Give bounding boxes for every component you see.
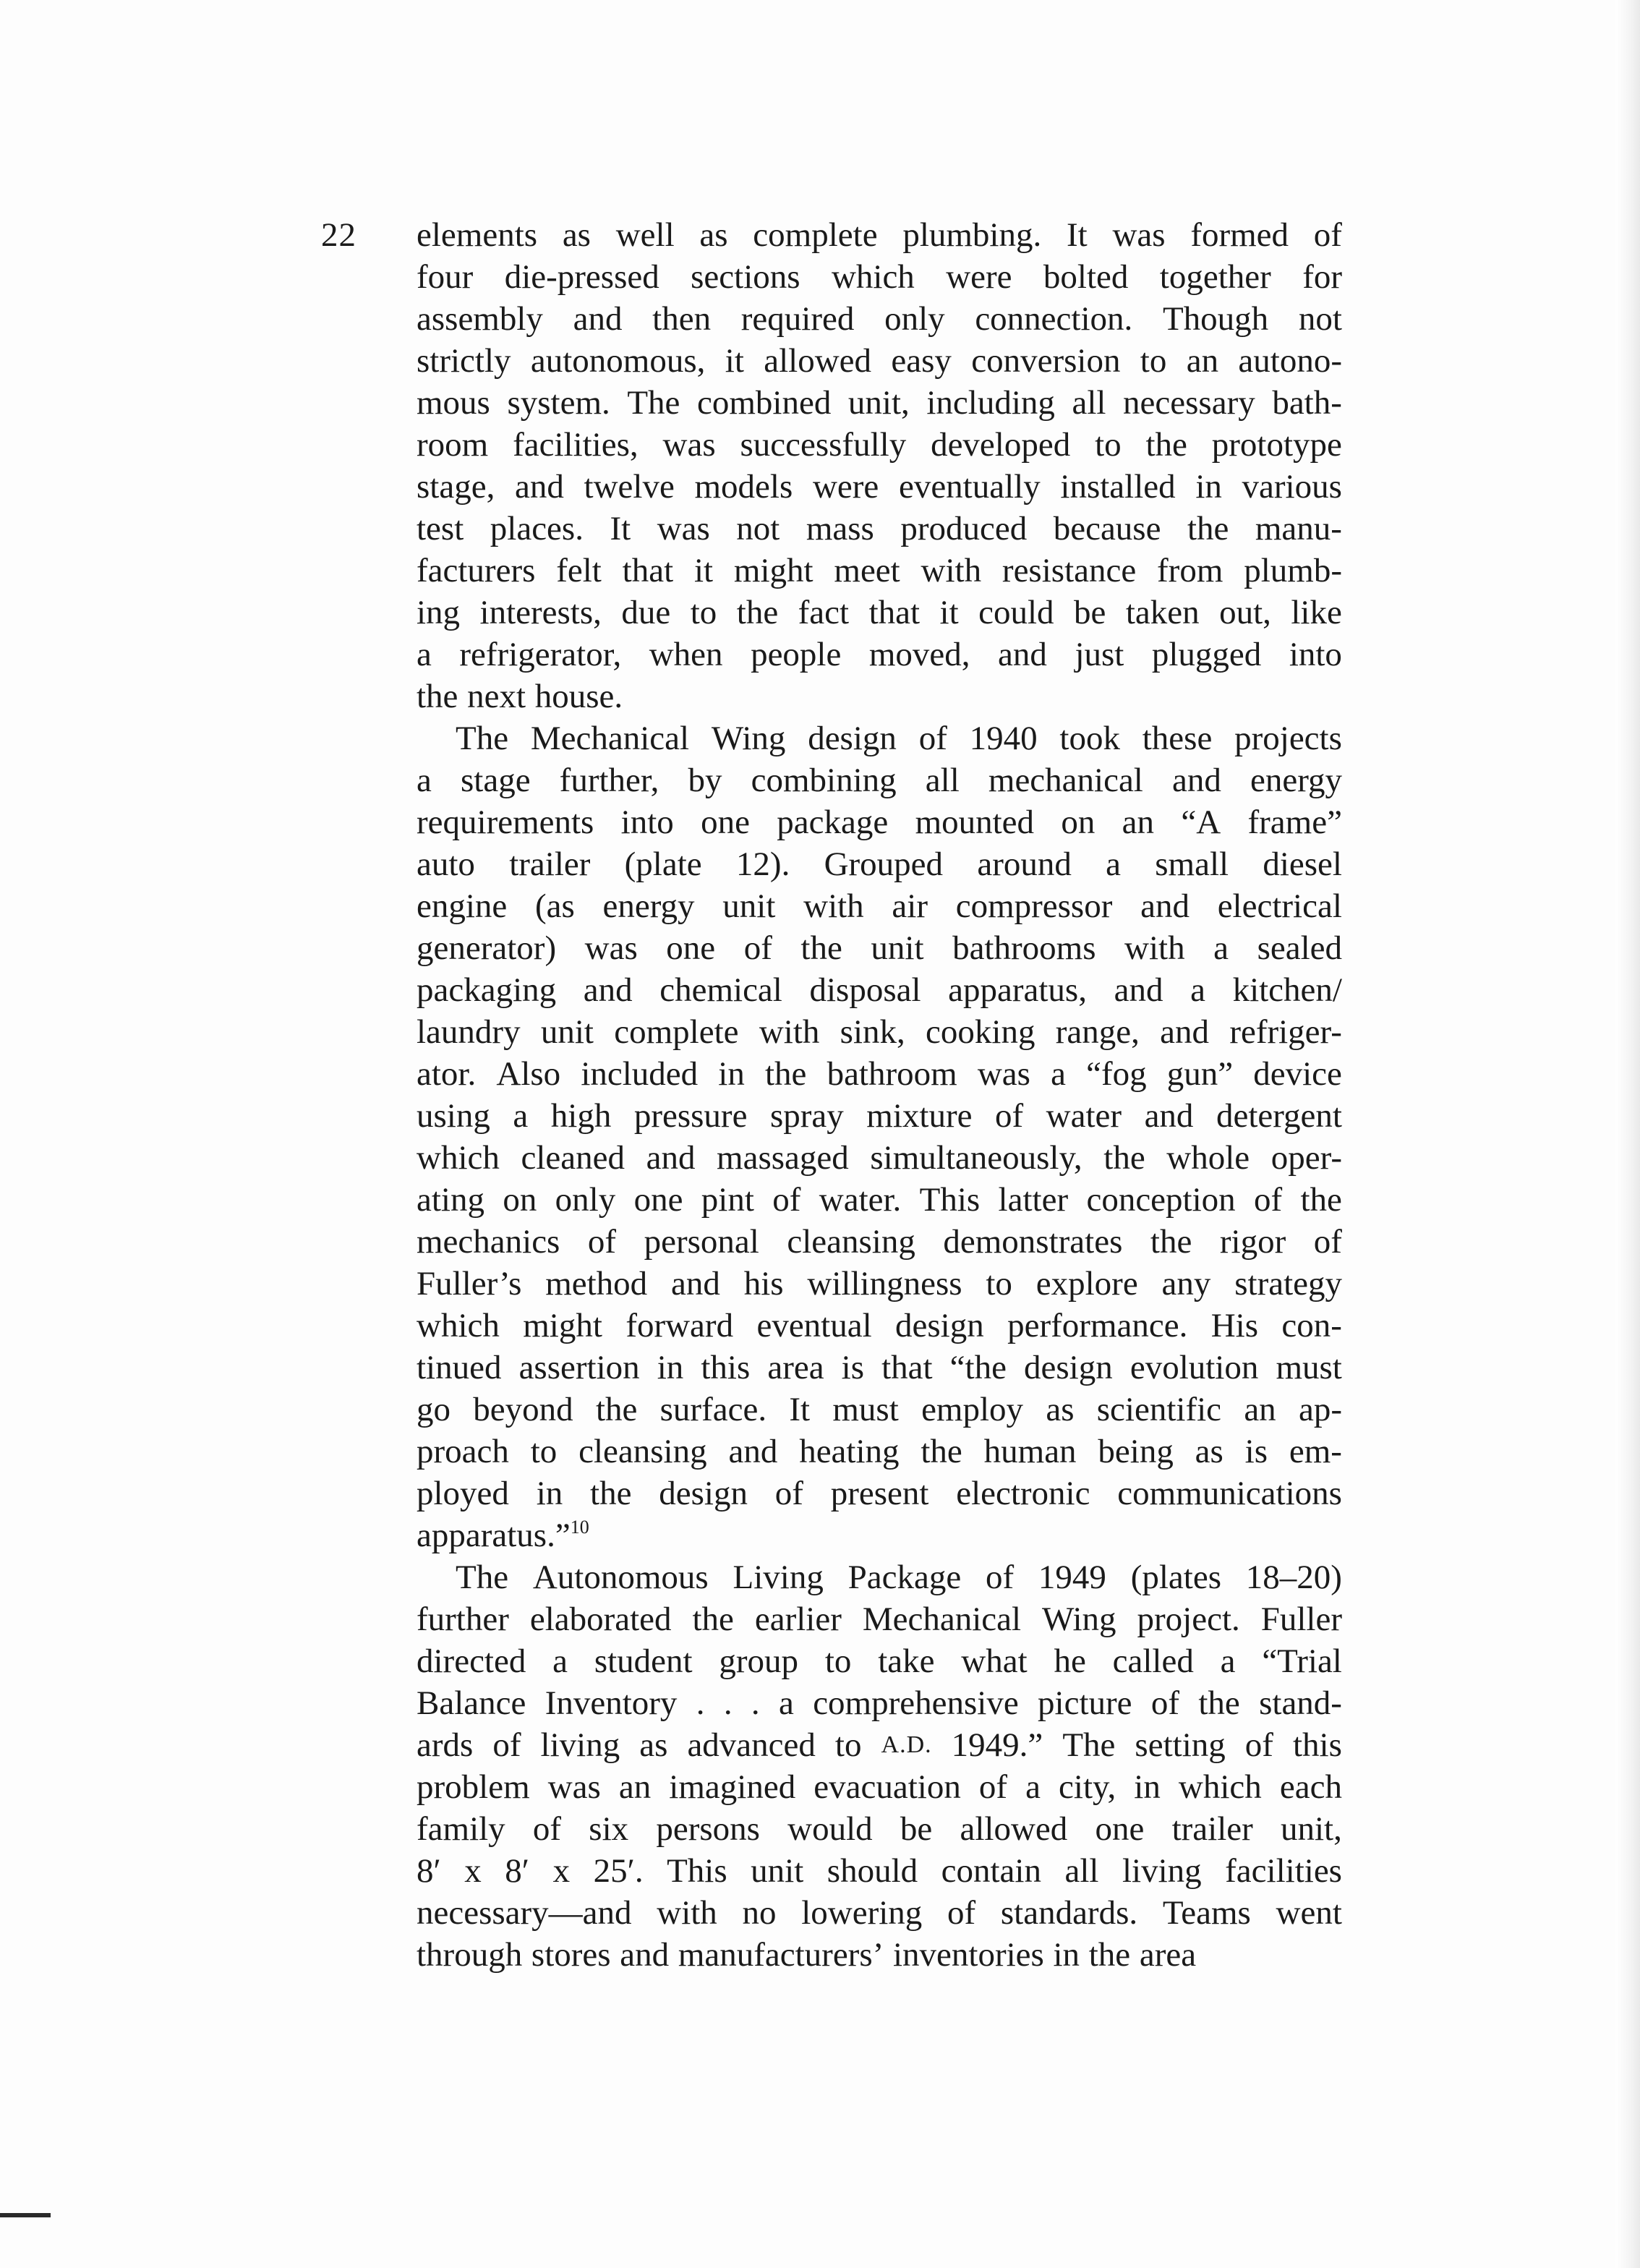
text-line: strictly autonomous, it allowed easy conversion to an autono- xyxy=(417,342,1342,380)
text-line: necessary—and with no lowering of standards. Teams went xyxy=(417,1894,1342,1932)
text-line: laundry unit complete with sink, cooking range, and refriger- xyxy=(417,1013,1342,1051)
footnote-reference: 10 xyxy=(570,1517,589,1538)
text-line: 8′ x 8′ x 25′. This unit should contain all living facilities xyxy=(417,1852,1342,1890)
text-line: go beyond the surface. It must employ as scientific an ap- xyxy=(417,1391,1342,1428)
text-line: test places. It was not mass produced because the manu- xyxy=(417,510,1342,547)
text-line: further elaborated the earlier Mechanical Wing project. Fuller xyxy=(417,1600,1342,1638)
text-line: assembly and then required only connection. Though not xyxy=(417,300,1342,338)
text-line: elements as well as complete plumbing. It was formed of xyxy=(417,216,1342,254)
text-line: using a high pressure spray mixture of water and detergent xyxy=(417,1097,1342,1135)
text-line: through stores and manufacturers’ inventories in the area xyxy=(417,1936,1197,1974)
text-line: directed a student group to take what he called a “Trial xyxy=(417,1642,1342,1680)
page-number: 22 xyxy=(321,216,356,254)
paragraph xyxy=(417,1556,1342,1976)
text-line: room facilities, was successfully developed to the prototype xyxy=(417,426,1342,464)
text-line: proach to cleansing and heating the human being as is em- xyxy=(417,1433,1342,1470)
paragraph xyxy=(417,214,1342,717)
text-line: mechanics of personal cleansing demonstrates the rigor of xyxy=(417,1223,1342,1261)
text-line: packaging and chemical disposal apparatus, and a kitchen/ xyxy=(417,971,1342,1009)
text-line: The Autonomous Living Package of 1949 (plates 18–20) xyxy=(456,1559,1342,1596)
text-line: ator. Also included in the bathroom was a “fog gun” device xyxy=(417,1055,1342,1093)
text-line: facturers felt that it might meet with resistance from plumb- xyxy=(417,552,1342,589)
text-line: engine (as energy unit with air compressor and electrical xyxy=(417,887,1342,925)
text-line: Fuller’s method and his willingness to explore any strategy xyxy=(417,1265,1342,1303)
text-line: a refrigerator, when people moved, and just plugged into xyxy=(417,636,1342,673)
text-line: auto trailer (plate 12). Grouped around a small diesel xyxy=(417,845,1342,883)
text-line: The Mechanical Wing design of 1940 took these projects xyxy=(456,720,1342,757)
text-line: ing interests, due to the fact that it could be taken out, like xyxy=(417,594,1342,631)
text-line: stage, and twelve models were eventually installed in various xyxy=(417,468,1342,506)
text-line: ards of living as advanced to A.D. 1949.” The setting of this xyxy=(417,1724,1342,1766)
paragraph xyxy=(417,717,1342,1556)
small-caps-era: A.D. xyxy=(881,1731,932,1758)
text-line: four die-pressed sections which were bolted together for xyxy=(417,258,1342,296)
body-text xyxy=(417,214,1342,1976)
text-line: a stage further, by combining all mechanical and energy xyxy=(417,762,1342,799)
text-line: family of six persons would be allowed one trailer unit, xyxy=(417,1810,1342,1848)
text-line: which might forward eventual design performance. His con- xyxy=(417,1307,1342,1344)
text-line: apparatus.”$^{10}$ xyxy=(417,1517,589,1554)
text-line: generator) was one of the unit bathrooms with a sealed xyxy=(417,929,1342,967)
text-line: Balance Inventory . . . a comprehensive picture of the stand- xyxy=(417,1684,1342,1722)
text-line: ating on only one pint of water. This latter conception of the xyxy=(417,1181,1342,1219)
text-line: mous system. The combined unit, including all necessary bath- xyxy=(417,384,1342,422)
page-edge-shadow xyxy=(1615,0,1640,2268)
text-line: tinued assertion in this area is that “the design evolution must xyxy=(417,1349,1342,1386)
text-line: the next house. xyxy=(417,678,623,715)
text-line: problem was an imagined evacuation of a city, in which each xyxy=(417,1768,1342,1806)
scan-edge-mark xyxy=(0,2213,51,2217)
text-line: requirements into one package mounted on an “A frame” xyxy=(417,803,1342,841)
text-line: ployed in the design of present electronic communications xyxy=(417,1475,1342,1512)
text-line: which cleaned and massaged simultaneously, the whole oper- xyxy=(417,1139,1342,1177)
